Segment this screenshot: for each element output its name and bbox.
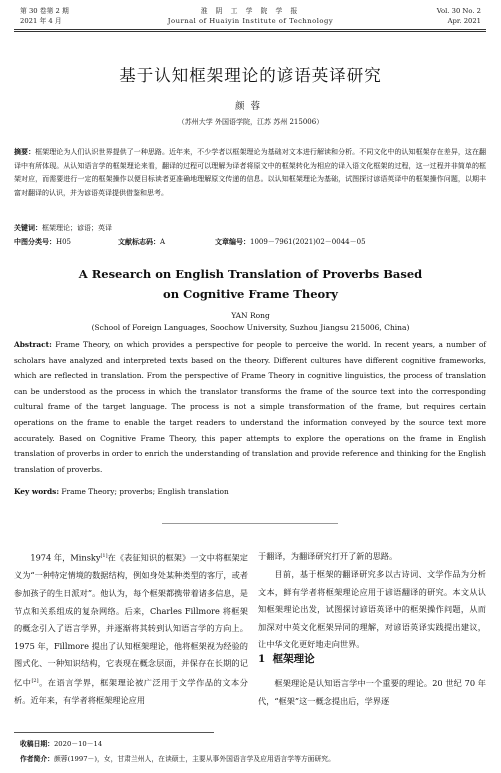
keywords-en-label: Key words: [14, 487, 60, 496]
keywords-en-text: Frame Theory; proverbs; English translation [59, 487, 229, 496]
date-en: Apr. 2021 [447, 17, 481, 25]
footnote-rule [14, 732, 214, 733]
author-en: YAN Rong [231, 311, 270, 320]
volume-en: Vol. 30 No. 2 [436, 7, 481, 15]
footnote-author [20, 753, 335, 763]
section-heading [258, 651, 315, 666]
abstract-en-text: Frame Theory, on which provides a perspective for people to perceive the world. In recent years, a number of scholars have analyzed and interpreted texts based on the theory. Different cultures have different cognitive frameworks, which are reflected in translation. From the perspective of Frame Theory in cognitive linguistics, the process of translation can be understood as the process in which the translator transforms the frame of the source text into the corresponding cultural frame of the target language. The process is not a simple transformation of the frame, but requires certain operations on the frame to enable the target readers to understand the information conveyed by the source text more accurately. Based on Cognitive Frame Theory, this paper attempts to explore the operations on the frame in English translation of proverbs in order to enrich the understanding of translation and provide reference and thinking for the English translation of proverbs. [14, 340, 486, 474]
citation-2: [2] [31, 677, 39, 684]
header-rule-bottom [14, 31, 486, 32]
author-bio: 颜蓉(1997－)，女，甘肃兰州人，在读硕士，主要从事外国语言学及应用语言学等方面研究。 [53, 755, 335, 763]
abstract-en [14, 337, 486, 477]
keywords-en [14, 487, 486, 496]
abstract-cn-text: 框架理论为人们认识世界提供了一种思路。近年来，不少学者以框架理论为基础对文本进行解读和分析。不同文化中的认知框架存在差异，这在翻译中有所体现。从认知语言学的框架理论来看，翻译的过程可以理解为译者将原文中的框架转化为相应的译入语文化框架的过程，这一过程并非简单的框架对应，而需要进行一定的框架操作以便目标读者更准确地理解原文传递的信息。以认知框架理论为基础，试图探讨谚语英译中的框架操作问题，以期丰富对翻译的认识，并为谚语英译提供借鉴和思考。 [14, 148, 487, 197]
body-left-column [14, 548, 248, 710]
article-number-label: 文章编号： [215, 237, 250, 246]
received-label: 收稿日期： [20, 740, 54, 748]
affiliation-en: (School of Foreign Languages, Soochow University, Suzhou Jiangsu 215006, China) [91, 323, 410, 332]
keywords-cn-text: 框架理论；谚语；英译 [42, 224, 112, 232]
journal-name-en: Journal of Huaiyin Institute of Technology [167, 17, 334, 25]
keywords-cn-label: 关键词： [14, 223, 42, 232]
affiliation-cn: （苏州大学 外国语学院，江苏 苏州 215006） [177, 118, 324, 126]
paper-title-cn: 基于认知框架理论的谚语英译研究 [119, 66, 382, 85]
section-divider [162, 523, 338, 524]
document-code [118, 237, 165, 247]
header-volume-en [437, 6, 481, 26]
volume-cn: 第 30 卷第 2 期 [20, 7, 69, 15]
paper-title-en-line2: on Cognitive Frame Theory [163, 287, 338, 301]
author-bio-label: 作者简介： [20, 755, 54, 763]
body-right-para-1: 于翻译，为翻译研究打开了新的思路。 [258, 551, 398, 561]
section-number: 1 [258, 653, 266, 665]
clc-label: 中图分类号： [14, 237, 56, 246]
doc-code-label: 文献标志码： [118, 237, 160, 246]
section-title: 框架理论 [272, 653, 315, 665]
doc-code-value: A [160, 238, 166, 246]
body-right-para-3: 框架理论是认知语言学中一个重要的理论。20 世纪 70 年代，“框架”这一概念提出后，学界逐 [258, 678, 486, 706]
header-journal [0, 6, 501, 26]
footnote-received [20, 738, 102, 748]
body-left-text-b: 在《表征知识的框架》一文中将框架定义为“一种特定情境的数据结构，例如身处某种类型的客厅，或者参加孩子的生日派对”。他认为，每个框架都携带着诸多信息，是节点和关系组成的复杂网络。后来，Charles Fillmore 将框架的概念引入了语言学界，并逐渐将其转到认知语言学的方向上。1975 年，Fillmore 提出了认知框架理论，他将框架视为经验的图式化、一种知识结构，它表现在概念层面，并保存在长期的记忆中 [14, 552, 248, 688]
body-left-text-c: 。在语言学界，框架理论被广泛用于文学作品的文本分析。近年来，有学者将框架理论应用 [14, 677, 248, 706]
clc-number [14, 237, 71, 247]
keywords-cn [14, 221, 486, 236]
citation-1: [1] [100, 553, 108, 559]
date-cn: 2021 年 4 月 [20, 17, 62, 25]
body-right-para-2: 目前，基于框架的翻译研究多以古诗词、文学作品为分析文本，鲜有学者将框架理论应用于谚语翻译的研究。本文从认知框架理论出发，试图探讨谚语英译中的框架操作问题，从而加深对中英文化框架异同的理解，对谚语英译实践提出建议，让中华文化更好地走向世界。 [258, 569, 486, 650]
paper-title-en-line1: A Research on English Translation of Proverbs Based [78, 267, 423, 281]
article-number [215, 237, 366, 247]
abstract-en-label: Abstract: [14, 340, 52, 349]
abstract-cn-label: 摘要： [14, 147, 36, 156]
body-left-text-a: 1974 年，Minsky [30, 552, 101, 563]
received-date: 2020－10－14 [53, 740, 103, 748]
journal-name-cn: 淮 阴 工 学 院 学 报 [200, 7, 301, 15]
author-cn: 颜蓉 [234, 101, 266, 112]
article-number-value: 1009－7961(2021)02－0044－05 [250, 238, 366, 246]
abstract-cn [14, 145, 486, 200]
clc-value: H05 [56, 238, 72, 246]
header-rule-top [14, 29, 486, 30]
